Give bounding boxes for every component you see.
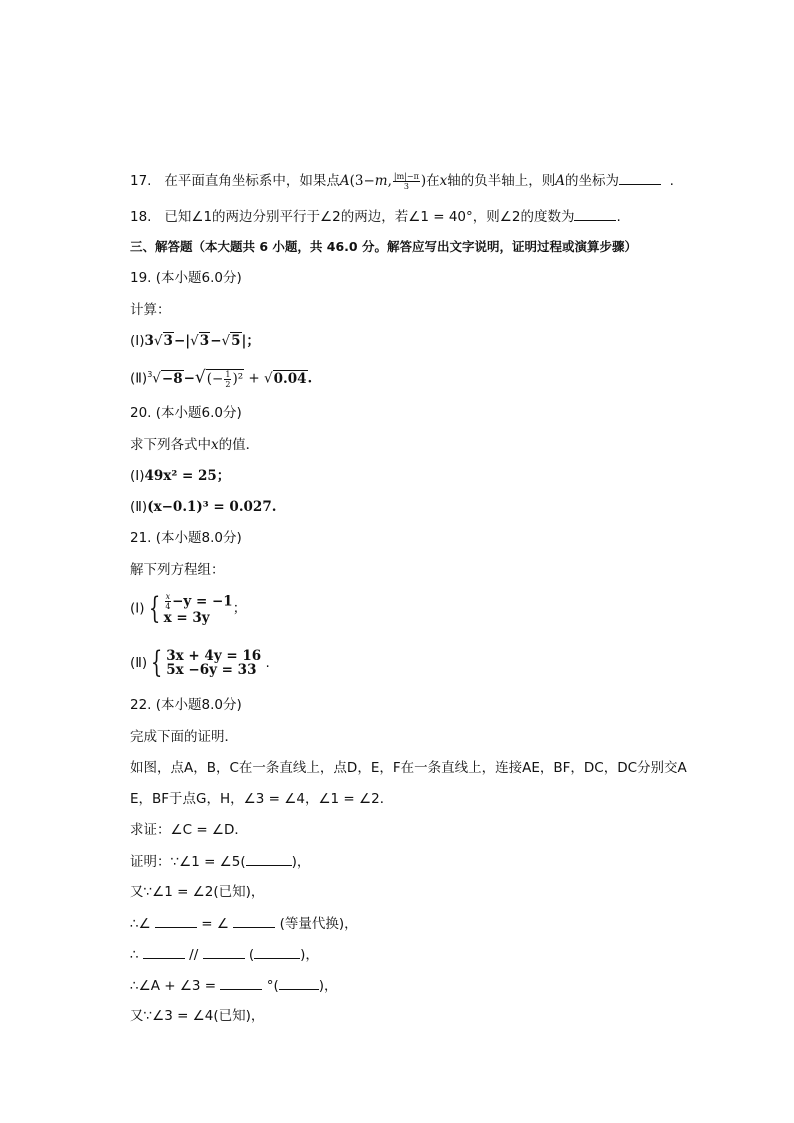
q19-heading <box>130 268 242 288</box>
q22-s5-a: ∴∠A + ∠3 = <box>130 978 221 994</box>
q17-text-3: 轴的负半轴上，则 <box>447 173 556 189</box>
q19-p2-frac-den: 2 <box>225 379 231 389</box>
q20-intro <box>130 435 259 455</box>
q22-s4-blank-2[interactable] <box>203 944 245 959</box>
q19-p1-end: |； <box>241 333 260 349</box>
q19-p2-label: (Ⅱ) <box>130 370 148 387</box>
q21-p1-frac-num: x <box>165 592 171 601</box>
q22-s3-a: ∴∠ <box>130 916 155 932</box>
q22-s4-b: // <box>184 947 203 963</box>
sqrt-icon: √ <box>190 333 199 349</box>
q18-number: 18. <box>130 209 152 225</box>
q20-p2-label: (Ⅱ) <box>130 499 148 515</box>
q22-s2-text: 又∵∠1 = ∠2(已知)， <box>130 884 265 900</box>
q22-desc-2-text: E，BF于点G，H，∠3 = ∠4，∠1 = ∠2． <box>130 791 394 807</box>
q21-p1-system <box>145 592 233 625</box>
q22-s4-d: )， <box>300 947 319 963</box>
q20-p1-eq: 49x² = 25； <box>144 468 231 484</box>
q19-part-1 <box>130 331 260 351</box>
q21-heading <box>130 528 242 548</box>
sqrt-icon: √ <box>264 370 273 387</box>
q18-text: 已知∠1的两边分别平行于∠2的两边，若∠1 = 40°，则∠2的度数为 <box>164 209 575 225</box>
q19-p1-label: (Ⅰ) <box>130 333 145 349</box>
q22-s3-blank-1[interactable] <box>155 913 197 928</box>
q19-p2-fraction <box>224 370 231 389</box>
q20-intro-x: x <box>211 437 219 453</box>
q17-text-1: 在平面直角坐标系中，如果点 <box>164 173 340 189</box>
q17-point: A <box>339 173 350 189</box>
q19-p2-root-index: 3 <box>147 370 153 379</box>
q22-prove-text: 求证：∠C = ∠D． <box>130 822 248 838</box>
q22-s4-blank-1[interactable] <box>143 944 185 959</box>
q19-p1-radicand-2: 3 <box>199 333 210 349</box>
q22-heading <box>130 695 242 715</box>
left-brace-icon: { <box>151 645 163 680</box>
q21-p1-row-1 <box>164 592 233 611</box>
q22-prove <box>130 820 248 840</box>
q19-p2-sq-open: (− <box>206 370 224 387</box>
q22-step-4 <box>130 944 319 965</box>
q22-step-2 <box>130 882 264 902</box>
q21-p2-row-2: 5x −6y = 33 <box>166 662 257 678</box>
q21-p1-frac-den: 4 <box>165 602 171 611</box>
q19-p2-radicand-2 <box>206 369 244 389</box>
left-brace-icon: { <box>148 590 160 626</box>
sqrt-icon: √ <box>194 367 206 388</box>
q21-head: 21. (本小题8.0分) <box>130 530 242 546</box>
q22-s3-b: = ∠ <box>196 916 234 932</box>
q20-part-2 <box>130 497 276 517</box>
q22-s5-blank-1[interactable] <box>220 975 262 990</box>
q22-step-5 <box>130 975 338 996</box>
q17-text-4: 的坐标为 <box>564 173 619 189</box>
q19-p2-radicand-3: 0.04 <box>273 370 307 387</box>
q17-paren-close: ) <box>420 173 427 189</box>
section-3-text: 三、解答题（本大题共 6 小题，共 46.0 分。解答应写出文字说明，证明过程或演算步骤） <box>130 239 637 254</box>
q20-p2-eq: (x−0.1)³ = 0.027. <box>147 499 277 515</box>
q19-p2-sq-close: )² <box>232 370 244 387</box>
q22-s3-blank-2[interactable] <box>233 913 275 928</box>
q21-part-2 <box>130 645 270 680</box>
q21-p1-row-1-text: −y = −1 <box>172 593 233 610</box>
q21-p1-row-2: x = 3y <box>163 610 210 626</box>
q17-frac-den: 3 <box>403 181 409 191</box>
q20-heading <box>130 403 242 423</box>
q21-intro-text: 解下列方程组： <box>130 562 225 578</box>
q20-part-1 <box>130 466 230 486</box>
question-18 <box>130 206 621 227</box>
q22-s5-c: )， <box>318 978 338 994</box>
q22-s4-blank-3[interactable] <box>254 944 300 959</box>
q22-step-1 <box>130 851 310 872</box>
q19-head: 19. (本小题6.0分) <box>130 270 242 286</box>
sqrt-icon: √ <box>221 333 231 349</box>
q22-desc-2 <box>130 789 393 809</box>
q22-desc-1-text: 如图，点A，B，C在一条直线上，点D，E，F在一条直线上，连接AE，BF，DC，DC分别交A <box>130 760 687 776</box>
q19-part-2 <box>130 365 312 389</box>
q22-s4-a: ∴ <box>130 947 143 963</box>
q17-end: . <box>669 173 674 189</box>
q22-intro-text: 完成下面的证明． <box>130 729 238 745</box>
q22-s5-b: °( <box>262 978 279 994</box>
q17-point-2: A <box>555 173 565 189</box>
q22-s5-blank-2[interactable] <box>279 975 319 990</box>
q20-head: 20. (本小题6.0分) <box>130 405 242 421</box>
cube-root-icon: √ <box>152 370 161 387</box>
q19-intro-text: 计算： <box>130 302 171 318</box>
q20-intro-a: 求下列各式中 <box>130 437 211 453</box>
q19-p1-minus-abs: −| <box>173 333 191 349</box>
q21-part-1 <box>130 592 246 625</box>
q19-p1-coef: 3 <box>144 333 154 349</box>
q19-p2-frac-num: 1 <box>225 369 231 379</box>
q22-intro <box>130 727 238 747</box>
q19-intro <box>130 300 171 320</box>
q19-p2-minus: − <box>183 370 195 387</box>
q20-intro-b: 的值． <box>218 437 260 453</box>
q18-answer-blank[interactable] <box>574 206 616 221</box>
q21-intro <box>130 560 225 580</box>
q22-step-6 <box>130 1006 264 1026</box>
q19-p1-minus: − <box>210 333 222 349</box>
q22-s1-b: )， <box>291 854 311 870</box>
q22-s6-text: 又∵∠3 = ∠4(已知)， <box>130 1008 265 1024</box>
q20-p1-label: (Ⅰ) <box>130 468 145 484</box>
q21-p1-label: (Ⅰ) <box>130 600 145 617</box>
q21-p1-fraction <box>165 592 172 611</box>
sqrt-icon: √ <box>153 333 163 349</box>
q21-p2-label: (Ⅱ) <box>130 655 148 671</box>
q19-p2-radicand-1: −8 <box>161 370 183 387</box>
q17-comma: , <box>387 173 392 189</box>
q21-p2-row-1: 3x + 4y = 16 <box>166 648 262 664</box>
q17-frac-num: |m|−π <box>393 171 419 181</box>
q18-end: . <box>616 209 621 225</box>
q17-text-2: 在 <box>426 173 440 189</box>
q21-p1-rows <box>164 592 233 625</box>
q19-p1-radicand-3: 5 <box>231 333 241 349</box>
q22-s1-a: 证明：∵∠1 = ∠5( <box>130 854 246 870</box>
q22-head: 22. (本小题8.0分) <box>130 697 242 713</box>
q17-paren-open: (3− <box>349 173 375 189</box>
q22-s4-c: ( <box>244 947 255 963</box>
q21-p2-rows <box>166 649 261 677</box>
q21-p2-system <box>147 645 262 680</box>
q21-p2-end: . <box>265 655 270 671</box>
q22-step-3 <box>130 913 358 934</box>
q21-p1-end: ； <box>232 600 247 617</box>
section-3-heading <box>130 237 637 257</box>
q17-number: 17. <box>130 173 152 189</box>
q17-x: x <box>439 173 448 189</box>
q19-p2-end: . <box>307 370 313 387</box>
q17-answer-blank[interactable] <box>619 170 661 185</box>
q22-s3-c: (等量代换)， <box>275 916 358 932</box>
q19-p2-plus: + <box>244 370 265 387</box>
q22-s1-blank[interactable] <box>246 851 292 866</box>
q22-desc-1 <box>130 758 687 778</box>
q17-m: m <box>374 173 388 189</box>
question-17 <box>130 170 674 191</box>
q17-fraction <box>393 172 420 191</box>
q19-p1-radicand-1: 3 <box>163 333 173 349</box>
